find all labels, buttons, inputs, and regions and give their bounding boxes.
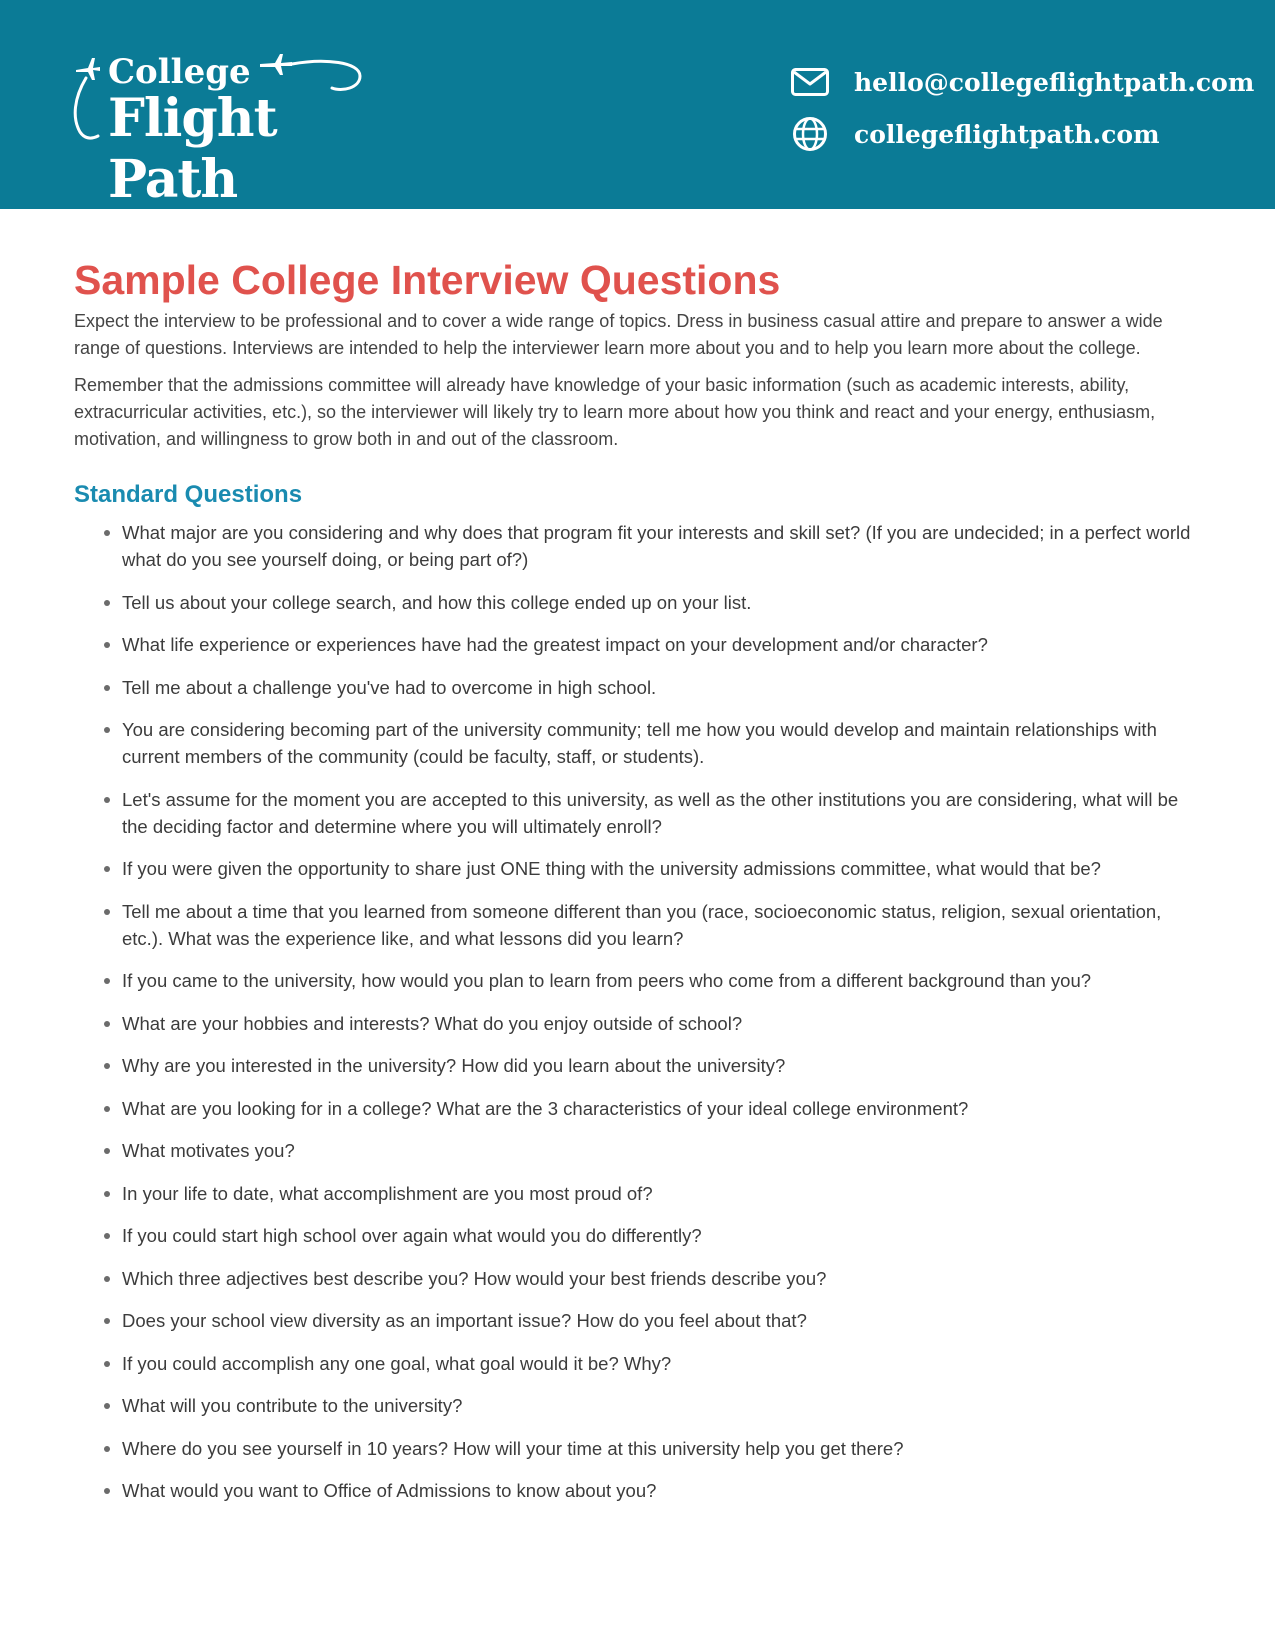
list-item: Where do you see yourself in 10 years? How will your time at this university help you get there? xyxy=(104,1435,1204,1462)
header-banner xyxy=(0,0,1275,209)
list-item: What will you contribute to the university? xyxy=(104,1392,1204,1419)
main-content xyxy=(74,252,1204,1520)
logo-text-college: College xyxy=(108,52,251,92)
logo-text-flight-path: Flight Path xyxy=(108,88,277,210)
list-item: What life experience or experiences have had the greatest impact on your development and/or character? xyxy=(104,631,1204,658)
email-link[interactable]: hello@collegeflightpath.com xyxy=(854,67,1255,97)
intro-paragraph: Remember that the admissions committee will already have knowledge of your basic information (such as academic interests, ability, extracurricular activities, etc.), so the interviewer will likely try to learn more about how you think and react and your energy, enthusiasm, motivation, and willingness to grow both in and out of the classroom. xyxy=(74,375,1156,449)
list-item: Tell us about your college search, and how this college ended up on your list. xyxy=(104,589,1204,616)
list-item: Does your school view diversity as an important issue? How do you feel about that? xyxy=(104,1307,1204,1334)
list-item: You are considering becoming part of the university community; tell me how you would develop and maintain relationships with current members of the community (could be faculty, staff, or students). xyxy=(104,716,1204,770)
questions-list xyxy=(74,519,1204,1504)
list-item: What major are you considering and why does that program fit your interests and skill set? (If you are undecided; in a perfect world what do you see yourself doing, or being part of?) xyxy=(104,519,1204,573)
college-flight-path-logo[interactable] xyxy=(70,48,390,210)
list-item: Which three adjectives best describe you? How would your best friends describe you? xyxy=(104,1265,1204,1292)
list-item: If you could accomplish any one goal, what goal would it be? Why? xyxy=(104,1350,1204,1377)
list-item: If you were given the opportunity to share just ONE thing with the university admissions committee, what would that be? xyxy=(104,855,1204,882)
contact-info xyxy=(790,56,1254,160)
list-item: Why are you interested in the university? How did you learn about the university? xyxy=(104,1052,1204,1079)
envelope-icon xyxy=(790,62,830,102)
list-item: What would you want to Office of Admissions to know about you? xyxy=(104,1477,1204,1504)
email-row[interactable] xyxy=(790,56,1254,108)
list-item: What are you looking for in a college? What are the 3 characteristics of your ideal college environment? xyxy=(104,1095,1204,1122)
intro-section xyxy=(74,308,1204,453)
section-heading: Standard Questions xyxy=(74,481,303,508)
list-item: What are your hobbies and interests? What do you enjoy outside of school? xyxy=(104,1010,1204,1037)
website-link[interactable]: collegeflightpath.com xyxy=(854,119,1160,149)
list-item: Tell me about a challenge you've had to overcome in high school. xyxy=(104,674,1204,701)
page-title: Sample College Interview Questions xyxy=(74,257,781,303)
list-item: Let's assume for the moment you are accepted to this university, as well as the other institutions you are considering, what will be the deciding factor and determine where you will ultimately enroll? xyxy=(104,786,1204,840)
list-item: Tell me about a time that you learned from someone different than you (race, socioeconomic status, religion, sexual orientation, etc.). What was the experience like, and what lessons did you learn? xyxy=(104,898,1204,952)
list-item: If you came to the university, how would you plan to learn from peers who come from a different background than you? xyxy=(104,967,1204,994)
list-item: If you could start high school over again what would you do differently? xyxy=(104,1222,1204,1249)
globe-icon xyxy=(790,114,830,154)
list-item: In your life to date, what accomplishment are you most proud of? xyxy=(104,1180,1204,1207)
list-item: What motivates you? xyxy=(104,1137,1204,1164)
intro-paragraph: Expect the interview to be professional and to cover a wide range of topics. Dress in business casual attire and prepare to answer a wide range of questions. Interviews are intended to help the interviewer learn more about you and to help you learn more about the college. xyxy=(74,311,1163,358)
website-row[interactable] xyxy=(790,108,1254,160)
